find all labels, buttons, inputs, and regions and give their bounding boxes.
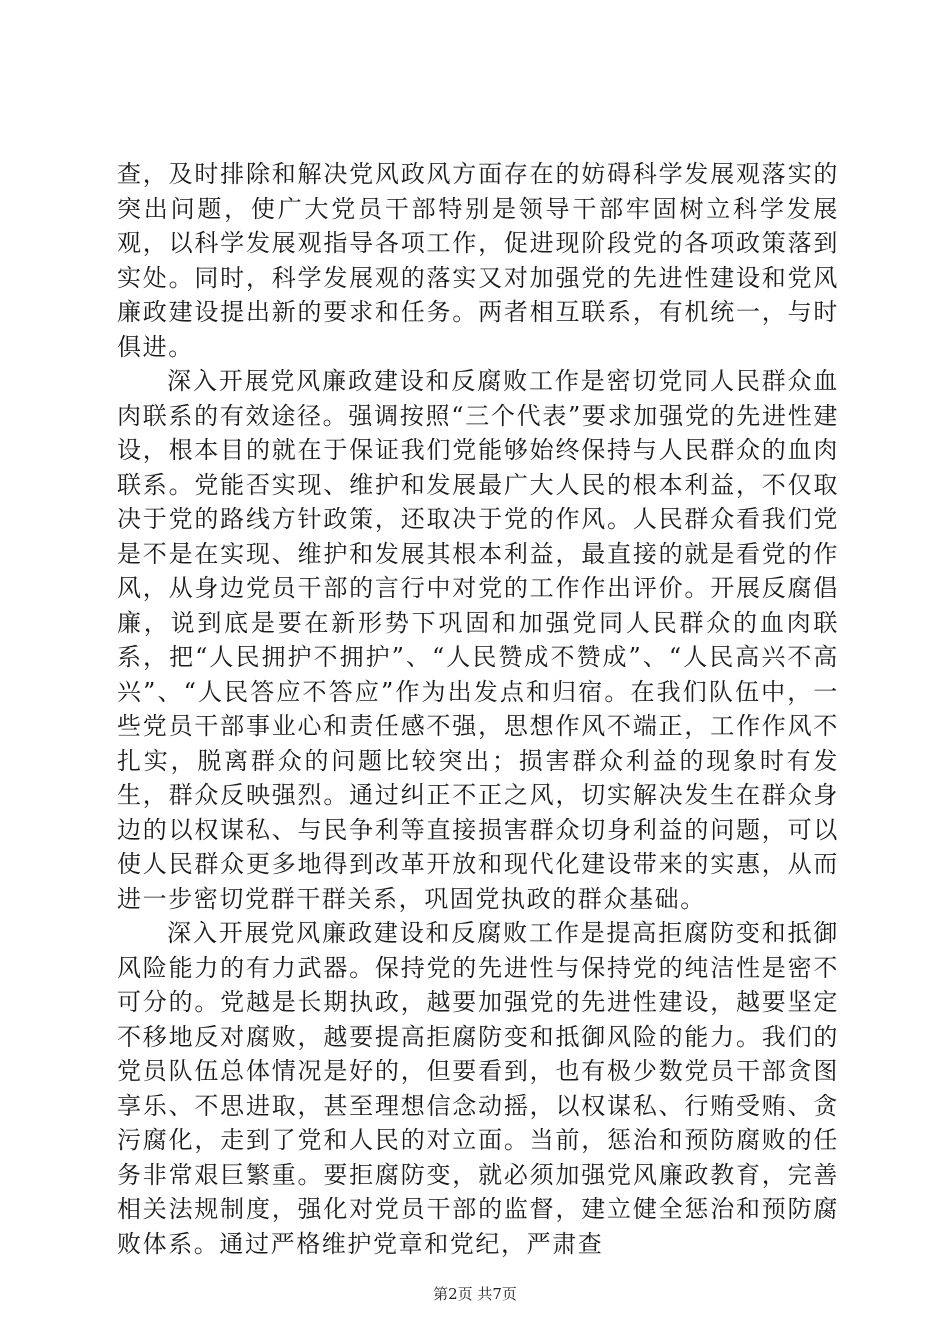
page-footer: 第2页 共7页 — [433, 1285, 517, 1303]
document-body — [117, 157, 839, 1261]
paragraph-1: 查，及时排除和解决党风政风方面存在的妨碍科学发展观落实的突出问题，使广大党员干部特别是领导干部牢固树立科学发展观，以科学发展观指导各项工作，促进现阶段党的各项政策落到实处。同时，科学发展观的落实又对加强党的先进性建设和党风廉政建设提出新的要求和任务。两者相互联系，有机统一，与时俱进。 — [117, 160, 839, 361]
paragraph-3: 深入开展党风廉政建设和反腐败工作是提高拒腐防变和抵御风险能力的有力武器。保持党的先进性与保持党的纯洁性是密不可分的。党越是长期执政，越要加强党的先进性建设，越要坚定不移地反对腐败，越要提高拒腐防变和抵御风险的能力。我们的党员队伍总体情况是好的，但要看到，也有极少数党员干部贪图享乐、不思进取，甚至理想信念动摇，以权谋私、行贿受贿、贪污腐化，走到了党和人民的对立面。当前，惩治和预防腐败的任务非常艰巨繁重。要拒腐防变，就必须加强党风廉政教育，完善相关法规制度，强化对党员干部的监督，建立健全惩治和预防腐败体系。通过严格维护党章和党纪，严肃查 — [117, 919, 839, 1258]
paragraph-2: 深入开展党风廉政建设和反腐败工作是密切党同人民群众血肉联系的有效途径。强调按照“三个代表”要求加强党的先进性建设，根本目的就在于保证我们党能够始终保持与人民群众的血肉联系。党能否实现、维护和发展最广大人民的根本利益，不仅取决于党的路线方针政策，还取决于党的作风。人民群众看我们党是不是在实现、维护和发展其根本利益，最直接的就是看党的作风，从身边党员干部的言行中对党的工作作出评价。开展反腐倡廉，说到底是要在新形势下巩固和加强党同人民群众的血肉联系，把“人民拥护不拥护”、“人民赞成不赞成”、“人民高兴不高兴”、“人民答应不答应”作为出发点和归宿。在我们队伍中，一些党员干部事业心和责任感不强，思想作风不端正，工作作风不扎实，脱离群众的问题比较突出；损害群众利益的现象时有发生，群众反映强烈。通过纠正不正之风，切实解决发生在群众身边的以权谋私、与民争利等直接损害群众切身利益的问题，可以使人民群众更多地得到改革开放和现代化建设带来的实惠，从而进一步密切党群干群关系，巩固党执政的群众基础。 — [117, 367, 839, 913]
